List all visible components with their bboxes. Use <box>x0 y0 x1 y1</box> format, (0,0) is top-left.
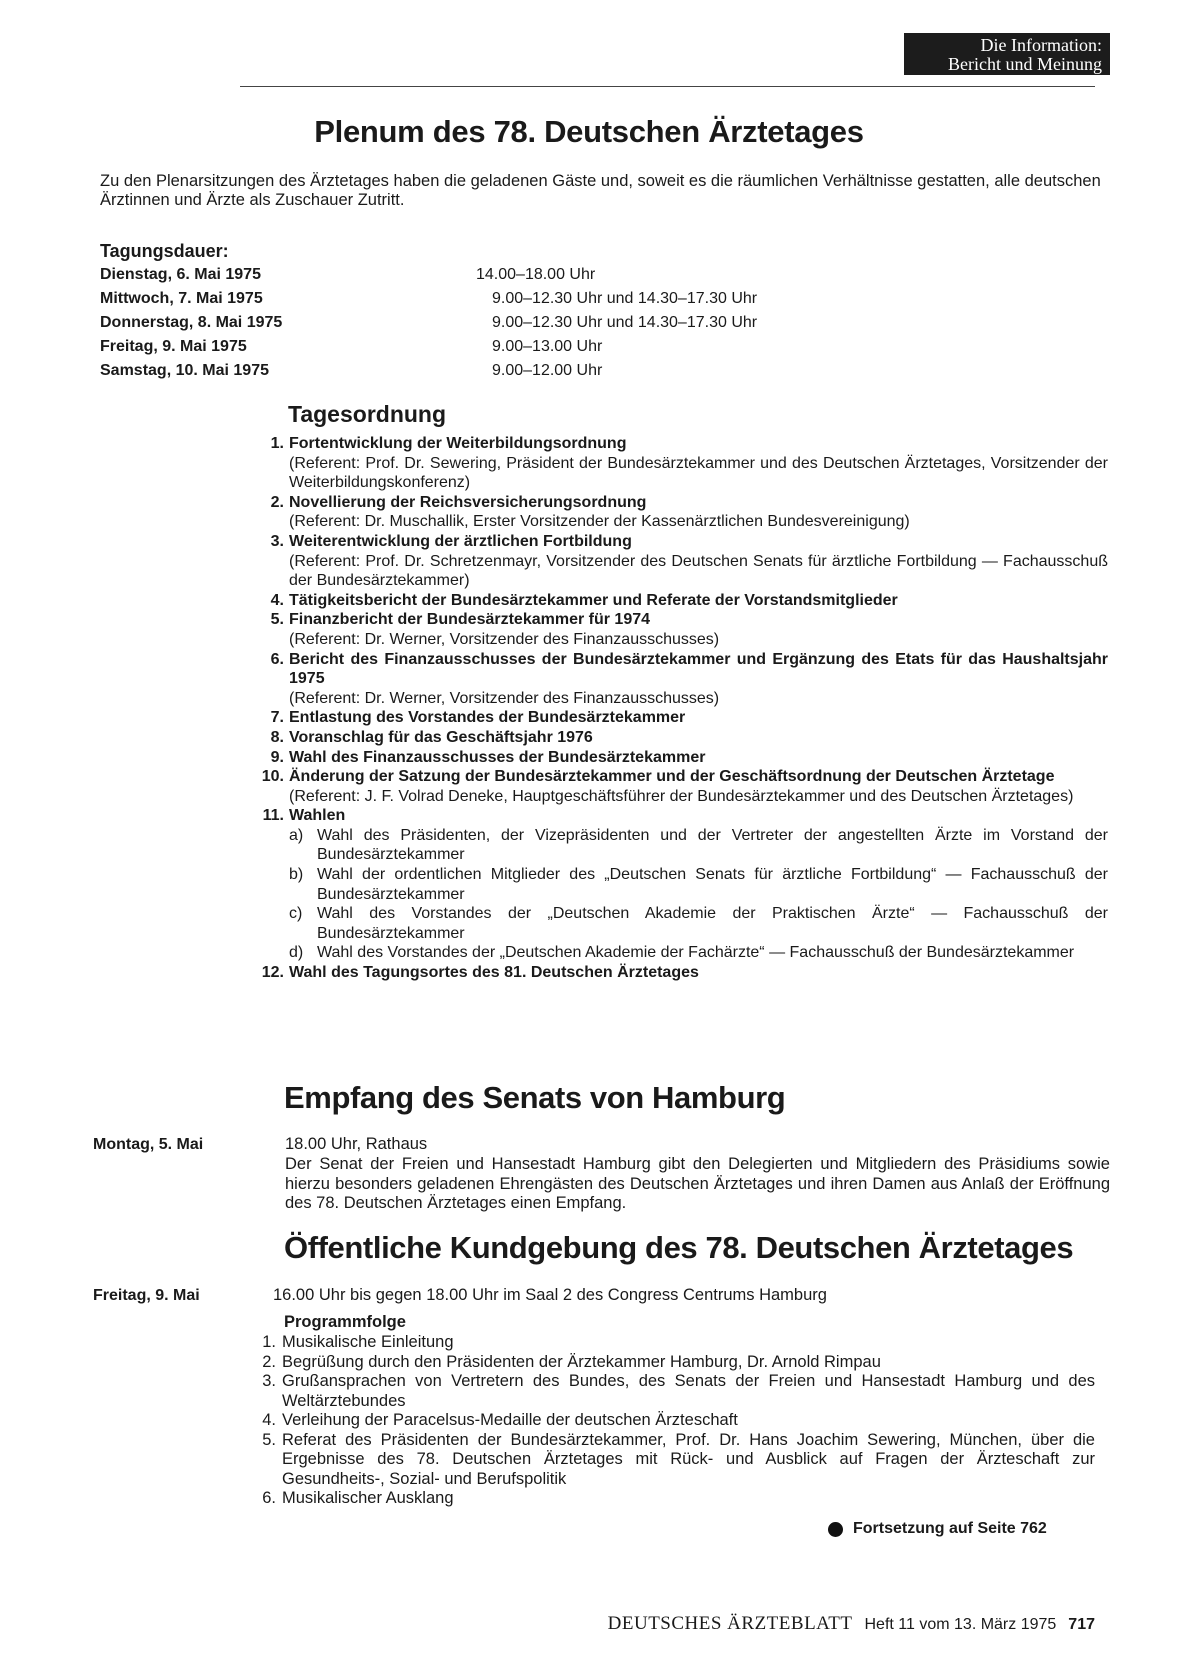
agenda-title: Tätigkeitsbericht der Bundesärztekammer und Referate der Vorstandsmitglieder <box>289 591 898 609</box>
plenum-intro: Zu den Plenarsitzungen des Ärztetages haben die geladenen Gäste und, soweit es die räumlichen Verhältnisse gestatten, alle deutschen Ärztinnen und Ärzte als Zuschauer Zutritt. <box>100 172 1101 209</box>
agenda-referent: (Referent: Dr. Werner, Vorsitzender des Finanzausschusses) <box>289 630 720 648</box>
program-text: Referat des Präsidenten der Bundesärztekammer, Prof. Dr. Hans Joachim Sewering, München, über die Ergebnisse des 78. Deutschen Ärztetages mit Rück- und Ausblick auf Fragen der Ärzteschaft zur Gesundheits-, Sozial- und Berufspolitik <box>282 1430 1095 1488</box>
agenda-number: 9. <box>270 748 284 766</box>
agenda-heading: Tagesordnung <box>288 401 447 427</box>
agenda-referent: (Referent: Dr. Muschallik, Erster Vorsitzender der Kassenärztlichen Bundesvereinigung) <box>289 513 910 531</box>
agenda-item <box>250 767 1108 806</box>
issue-info: Heft 11 vom 13. März 1975 <box>864 1616 1057 1633</box>
section-badge-line2: Bericht und Meinung <box>948 54 1102 74</box>
agenda-item <box>250 963 1108 983</box>
subitem-text: Wahl des Vorstandes der „Deutschen Akademie der Praktischen Ärzte“ — Fachausschuß der Bundesärztekammer <box>317 905 1108 942</box>
agenda-title: Bericht des Finanzausschusses der Bundesärztekammer und Ergänzung des Etats für das Haushaltsjahr 1975 <box>289 650 1108 688</box>
agenda-item <box>250 591 1108 611</box>
agenda-item <box>250 610 1108 649</box>
agenda-number: 12. <box>261 964 284 982</box>
kundgebung-time-place: 16.00 Uhr bis gegen 18.00 Uhr im Saal 2 des Congress Centrums Hamburg <box>273 1286 827 1304</box>
subitem-label: c) <box>289 905 303 923</box>
agenda-number: 7. <box>270 709 284 727</box>
agenda-title: Entlastung des Vorstandes der Bundesärztekammer <box>289 709 686 727</box>
program-text: Begrüßung durch den Präsidenten der Ärztekammer Hamburg, Dr. Arnold Rimpau <box>282 1352 881 1371</box>
agenda-number: 6. <box>270 650 284 668</box>
program-list <box>250 1333 1095 1509</box>
schedule-row <box>100 362 1110 386</box>
subitem-label: d) <box>289 944 304 962</box>
agenda-number: 1. <box>270 435 284 452</box>
agenda-referent: (Referent: Prof. Dr. Sewering, Präsident der Bundesärztekammer und des Deutschen Ärztetages, Vorsitzender der Weiterbildungskonferenz) <box>289 454 1108 492</box>
bullet-dot-icon <box>828 1522 843 1537</box>
agenda-title: Weiterentwicklung der ärztlichen Fortbildung <box>289 532 632 550</box>
schedule-day: Freitag, 9. Mai 1975 <box>100 338 247 355</box>
program-number: 3. <box>262 1372 276 1390</box>
program-number: 1. <box>262 1333 276 1351</box>
journal-name: DEUTSCHES ÄRZTEBLATT <box>607 1613 853 1634</box>
agenda-item <box>250 708 1108 728</box>
agenda-number: 4. <box>270 591 284 609</box>
program-text: Musikalischer Ausklang <box>282 1489 454 1507</box>
agenda-title: Wahl des Finanzausschusses der Bundesärztekammer <box>289 748 706 766</box>
section-badge <box>904 33 1110 75</box>
agenda-number: 11. <box>262 807 284 825</box>
continuation-text: Fortsetzung auf Seite 762 <box>853 1520 1047 1537</box>
schedule-time: 9.00–12.30 Uhr und 14.30–17.30 Uhr <box>492 314 758 331</box>
schedule-day: Dienstag, 6. Mai 1975 <box>100 266 261 283</box>
program-item <box>250 1489 1095 1509</box>
schedule-time: 9.00–13.00 Uhr <box>492 338 603 355</box>
program-number: 2. <box>262 1352 276 1371</box>
agenda-item <box>250 532 1108 591</box>
subitem-text: Wahl des Vorstandes der „Deutschen Akademie der Fachärzte“ — Fachausschuß der Bundesärztekammer <box>317 944 1075 962</box>
agenda-list <box>250 434 1108 983</box>
agenda-item <box>250 434 1108 493</box>
subitem-text: Wahl der ordentlichen Mitglieder des „Deutschen Senats für ärztliche Fortbildung“ — Fachausschuß der Bundesärztekammer <box>317 866 1108 903</box>
agenda-item <box>250 728 1108 748</box>
schedule-row <box>100 290 1110 314</box>
schedule-day: Mittwoch, 7. Mai 1975 <box>100 290 263 307</box>
program-text: Verleihung der Paracelsus-Medaille der deutschen Ärzteschaft <box>282 1411 738 1429</box>
agenda-number: 2. <box>270 493 284 511</box>
empfang-text: Der Senat der Freien und Hansestadt Hamburg gibt den Delegierten und Mitgliedern des Präsidiums sowie hierzu besonders geladenen Ehrengästen des Deutschen Ärztetages und ihren Damen aus Anlaß der Eröffnung des 78. Deutschen Ärztetages einen Empfang. <box>285 1154 1110 1213</box>
agenda-referent: (Referent: Dr. Werner, Vorsitzender des Finanzausschusses) <box>289 689 720 707</box>
election-subitem <box>289 904 1108 943</box>
section-badge-line1: Die Information: <box>980 35 1102 55</box>
election-subitem <box>289 826 1108 865</box>
empfang-body <box>285 1135 1110 1214</box>
program-number: 5. <box>262 1430 276 1449</box>
elections-sublist <box>289 826 1108 963</box>
agenda-title: Novellierung der Reichsversicherungsordnung <box>289 493 647 511</box>
agenda-title: Wahl des Tagungsortes des 81. Deutschen Ärztetages <box>289 964 699 982</box>
agenda-title: Finanzbericht der Bundesärztekammer für 1974 <box>289 611 651 629</box>
subitem-label: b) <box>289 866 304 884</box>
schedule-day: Samstag, 10. Mai 1975 <box>100 362 269 379</box>
schedule-row <box>100 338 1110 362</box>
subitem-label: a) <box>289 826 304 844</box>
agenda-item <box>250 493 1108 532</box>
program-number: 4. <box>262 1411 276 1429</box>
program-item <box>250 1333 1095 1353</box>
agenda-number: 3. <box>270 532 284 550</box>
schedule-row <box>100 314 1110 338</box>
duration-heading: Tagungsdauer: <box>100 241 229 261</box>
program-text: Musikalische Einleitung <box>282 1333 454 1351</box>
program-item <box>250 1353 1095 1373</box>
agenda-item <box>250 748 1108 768</box>
agenda-number: 5. <box>270 611 284 629</box>
program-item <box>250 1431 1095 1490</box>
schedule-time: 9.00–12.00 Uhr <box>492 362 603 379</box>
empfang-time-place: 18.00 Uhr, Rathaus <box>285 1135 428 1153</box>
plenum-title: Plenum des 78. Deutschen Ärztetages <box>314 114 864 149</box>
agenda-number: 10. <box>261 768 284 786</box>
agenda-referent: (Referent: Prof. Dr. Schretzenmayr, Vorsitzender des Deutschen Senats für ärztliche Fortbildung — Fachausschuß der Bundesärztekammer) <box>289 552 1108 590</box>
agenda-title: Fortentwicklung der Weiterbildungsordnung <box>289 435 627 452</box>
agenda-number: 8. <box>270 728 284 746</box>
agenda-title: Voranschlag für das Geschäftsjahr 1976 <box>289 728 593 746</box>
agenda-referent: (Referent: J. F. Volrad Deneke, Hauptgeschäftsführer der Bundesärztekammer und des Deutschen Ärztetages) <box>289 787 1074 805</box>
schedule-time: 9.00–12.30 Uhr und 14.30–17.30 Uhr <box>492 290 758 307</box>
program-item <box>250 1411 1095 1431</box>
program-heading: Programmfolge <box>284 1313 406 1331</box>
schedule-day: Donnerstag, 8. Mai 1975 <box>100 314 283 331</box>
kundgebung-heading: Öffentliche Kundgebung des 78. Deutschen Ärztetages <box>284 1230 1074 1265</box>
schedule-time: 14.00–18.00 Uhr <box>476 266 596 283</box>
page-footer <box>480 1613 1095 1635</box>
agenda-item <box>250 650 1108 709</box>
header-divider <box>240 86 1095 87</box>
page-number: 717 <box>1068 1616 1095 1633</box>
agenda-title: Änderung der Satzung der Bundesärztekammer und der Geschäftsordnung der Deutschen Ärztetage <box>289 768 1055 786</box>
continuation-note <box>828 1520 1047 1538</box>
program-text: Grußansprachen von Vertretern des Bundes, des Senats der Freien und Hansestadt Hamburg und des Weltärztebundes <box>282 1372 1095 1410</box>
empfang-heading: Empfang des Senats von Hamburg <box>284 1080 786 1115</box>
empfang-date: Montag, 5. Mai <box>93 1136 204 1153</box>
program-item <box>250 1372 1095 1411</box>
kundgebung-date: Freitag, 9. Mai <box>93 1287 200 1304</box>
agenda-title: Wahlen <box>289 807 346 825</box>
agenda-item <box>250 806 1108 963</box>
subitem-text: Wahl des Präsidenten, der Vizepräsidenten und der Vertreter der angestellten Ärzte im Vorstand der Bundesärztekammer <box>317 826 1108 864</box>
program-number: 6. <box>262 1489 276 1507</box>
schedule-row <box>100 266 1110 290</box>
election-subitem <box>289 865 1108 904</box>
election-subitem <box>289 943 1108 963</box>
